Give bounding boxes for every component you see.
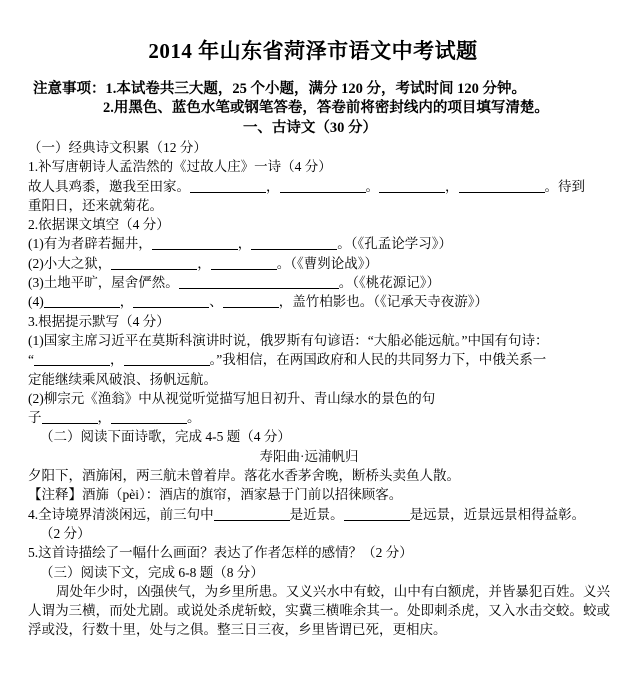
q2-3-blank-1[interactable]	[179, 276, 339, 289]
q4-blank-1[interactable]	[214, 508, 290, 521]
question-2-item-3	[0, 273, 626, 292]
q1-sep-4: 。	[544, 178, 558, 194]
question-5-prompt: 5.这首诗描绘了一幅什么画面？表达了作者怎样的感情？（2 分）	[28, 545, 413, 561]
q2-2-source: （《曹刿论战》）	[290, 255, 378, 271]
page-title: 2014 年山东省菏泽市语文中考试题	[148, 39, 478, 63]
question-3-prompt: 3.根据提示默写（4 分）	[28, 313, 170, 329]
q3-2-blank-1[interactable]	[42, 411, 98, 424]
question-2-item-4	[0, 292, 626, 311]
q1-blank-2[interactable]	[280, 180, 366, 193]
section-1-heading: 一、古诗文（30 分）	[242, 120, 378, 136]
q2-3-source: （《桃花源记》）	[352, 275, 440, 291]
poem-title: 寿阳曲·远浦帆归	[259, 448, 359, 464]
question-1-answer-line-1	[0, 177, 626, 196]
question-2-item-2	[0, 254, 626, 273]
notice-item-1: 1.本试卷共三大题，25 个小题，满分 120 分，考试时间 120 分钟。	[105, 81, 526, 97]
q3-2-blank-2[interactable]	[111, 411, 187, 424]
poem-annotation: 【注释】酒旆（pèi）：酒店的旗帘，酒家悬于门前以招徕顾客。	[28, 487, 403, 503]
question-3-item-1-line-3: 定能继续乘风破浪、扬帆远航。	[28, 371, 217, 387]
q2-1-mid: ，	[237, 236, 252, 252]
q4-text-b: 是近景。	[289, 506, 344, 522]
q1-sep-1: ，	[266, 178, 280, 194]
question-4-line	[0, 505, 626, 524]
q2-1-blank-1[interactable]	[152, 237, 238, 250]
q1-sep-3: ，	[445, 178, 459, 194]
part-2-heading: （二）阅读下面诗歌，完成 4-5 题（4 分）	[40, 429, 291, 445]
notice-line-2: 2.用黑色、蓝色水笔或钢笔答卷，答卷前将密封线内的项目填写清楚。	[103, 100, 549, 116]
q3-comma: ，	[110, 352, 124, 368]
q1-blank-4[interactable]	[459, 180, 545, 193]
question-3-item-2-line-1: (2)柳宗元《渔翁》中从视觉听觉描写旭日初升、青山绿水的景色的句	[28, 390, 436, 406]
q2-1-text: 有为者辟若掘井，	[43, 236, 152, 252]
q2-2-text: 小大之狱，	[43, 255, 112, 271]
question-2-item-1	[0, 234, 626, 253]
q3-2-end: 。	[187, 410, 201, 426]
q2-4-mid2: 、	[209, 294, 223, 310]
q2-2-blank-1[interactable]	[111, 257, 197, 270]
poem-body: 夕阳下，酒旆闲，两三航未曾着岸。落花水香茅舍晚，断桥头卖鱼人散。	[28, 468, 460, 484]
q1-blank-3[interactable]	[379, 180, 445, 193]
q2-1-blank-2[interactable]	[251, 237, 337, 250]
q1-blank-1[interactable]	[190, 180, 266, 193]
question-3-item-1-line-1: (1)国家主席习近平在莫斯科演讲时说，俄罗斯有句谚语：“大船必能远航。”中国有句诗：	[28, 332, 549, 348]
q4-text-c: 是远景，近景远景相得益彰。	[409, 506, 586, 522]
q1-line-tail: 待到	[558, 178, 585, 194]
notice-block	[0, 80, 626, 118]
notice-line-1	[33, 80, 626, 99]
q2-3-end: 。	[338, 275, 353, 291]
q3-quote-close: 。”我相信，在两国政府和人民的共同努力下，中俄关系一	[209, 352, 547, 368]
q2-1-end: 。	[337, 236, 351, 252]
q2-4-blank-2[interactable]	[133, 295, 209, 308]
classical-passage: 周处年少时，凶强侠气，为乡里所患。又义兴水中有蛟，山中有白额虎，并皆暴犯百姓。义兴人谓为三横，而处尤剧。或说处杀虎斩蛟，实冀三横唯余其一。处即刺杀虎，又入水击交蛟。蛟或浮或没，行数十里，处与之俱。整三日三夜，乡里皆谓已死，更相庆。	[28, 583, 610, 638]
question-1-answer-line-2: 重阳日，还来就菊花。	[28, 197, 163, 213]
question-3-item-2-line-2	[0, 408, 626, 427]
q2-4-mid: ，	[119, 294, 134, 310]
notice-label: 注意事项：	[33, 81, 106, 97]
q4-text-a: 4.全诗境界清淡闲远，前三句中	[28, 506, 214, 522]
exam-body	[0, 138, 626, 640]
question-3-item-1-line-2	[0, 350, 626, 369]
q2-4-tail: ，盖竹柏影也。	[278, 294, 374, 310]
q1-poem-opening: 故人具鸡黍，邀我至田家。	[28, 178, 190, 194]
question-2-prompt: 2.依据课文填空（4 分）	[28, 217, 170, 233]
q2-3-text: 土地平旷，屋舍俨然。	[43, 275, 179, 291]
q2-2-end: 。	[276, 255, 291, 271]
q2-4-num: (4)	[28, 294, 44, 310]
q3-2-comma: ，	[97, 410, 111, 426]
q2-3-num: (3)	[28, 275, 44, 291]
q4-blank-2[interactable]	[344, 508, 410, 521]
q2-1-source: （《孔孟论学习》）	[350, 236, 452, 252]
q2-1-num: (1)	[28, 236, 44, 252]
part-3-heading: （三）阅读下文，完成 6-8 题（8 分）	[40, 564, 264, 580]
q2-4-source: （《记承天寺夜游》）	[373, 294, 488, 310]
q2-4-blank-3[interactable]	[223, 295, 279, 308]
q2-2-num: (2)	[28, 255, 44, 271]
q1-sep-2: 。	[365, 178, 379, 194]
question-1-prompt: 1.补写唐朝诗人孟浩然的《过故人庄》一诗（4 分）	[28, 159, 332, 175]
q2-2-mid: ，	[197, 255, 211, 271]
q3-quote-open: “	[28, 352, 34, 368]
q3-blank-1[interactable]	[34, 353, 110, 366]
part-1-heading: （一）经典诗文积累（12 分）	[28, 140, 207, 155]
q2-2-blank-2[interactable]	[211, 257, 277, 270]
q3-blank-2[interactable]	[124, 353, 210, 366]
q3-2-lead: 子	[28, 410, 42, 426]
question-4-score: （2 分）	[40, 525, 91, 541]
q2-4-blank-1[interactable]	[44, 295, 120, 308]
